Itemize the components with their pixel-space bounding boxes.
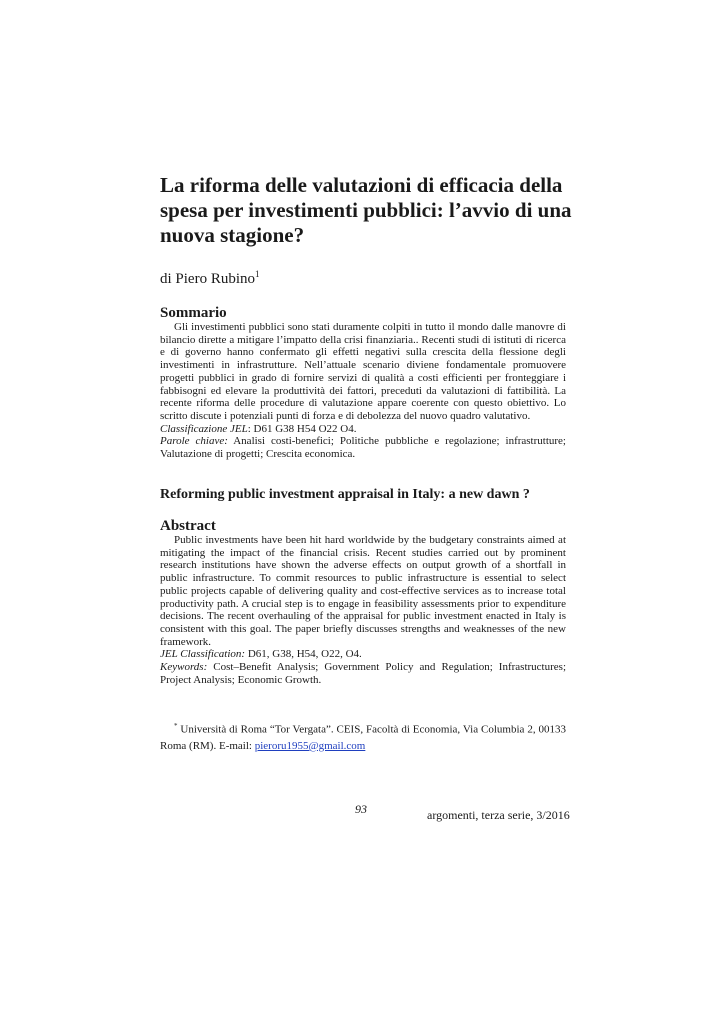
abstract-keywords xyxy=(160,661,566,686)
abstract-jel-value: D61, G38, H54, O22, O4. xyxy=(245,648,362,661)
sommario-heading: Sommario xyxy=(160,305,227,321)
author-name: di Piero Rubino xyxy=(160,271,256,287)
abstract-jel-label: JEL Classification: xyxy=(160,648,246,661)
footnote-text: Università di Roma “Tor Vergata”. CEIS, Facoltà di Economia, Via Columbia 2, 00133 Roma (RM). E-mail: xyxy=(160,723,566,752)
sommario-keywords-label: Parole chiave: xyxy=(160,435,228,448)
sommario-section xyxy=(160,321,566,461)
author-footnote-mark: 1 xyxy=(255,269,260,279)
sommario-jel-value: : D61 G38 H54 O22 O4. xyxy=(247,422,357,435)
journal-reference: argomenti, terza serie, 3/2016 xyxy=(427,808,570,822)
page-number: 93 xyxy=(355,802,367,816)
sommario-keywords xyxy=(160,435,566,460)
abstract-section xyxy=(160,534,566,686)
sommario-jel xyxy=(160,423,566,436)
footnote-mark: * xyxy=(174,722,178,730)
author-line xyxy=(160,269,260,288)
footnote xyxy=(160,718,566,754)
abstract-body: Public investments have been hit hard worldwide by the budgetary constraints aimed at mitigating the impact of the financial crisis. Recent studies carried out by prominent research institutions have shown the adverse effects on output growth of a shortfall in public infrastructure. To commit resources to public infrastructure is essential to select public projects capable of delivering quality and cost-effective services as to increase total productivity path. A crucial step is to engage in feasibility assessments prior to expenditure decisions. The recent overhauling of the appraisal for public investment enacted in Italy is consistent with this goal. The paper briefly discusses strengths and weaknesses of the new framework. xyxy=(160,534,566,648)
english-title: Reforming public investment appraisal in Italy: a new dawn ? xyxy=(160,487,530,502)
paper-title: La riforma delle valutazioni di efficacia della spesa per investimenti pubblici: l’avvio di una nuova stagione? xyxy=(160,173,572,247)
footnote-text-block xyxy=(160,718,566,754)
sommario-keywords-value: Analisi costi-benefici; Politiche pubbliche e regolazione; infrastrutture; Valutazione di progetti; Crescita economica. xyxy=(160,435,566,461)
sommario-body: Gli investimenti pubblici sono stati duramente colpiti in tutto il mondo dalle manovre di bilancio dirette a mitigare l’impatto della crisi finanziaria.. Recenti studi di istituti di ricerca e di governo hanno confermato gli effetti negativi sulla crescita della flessione degli investimenti in infrastrutture. Nell’attuale scenario diviene fondamentale promuovere progetti pubblici in grado di fornire servizi di qualità a costi efficienti per fronteggiare i fabbisogni ed elevare la produttività dei fattori, preceduti da valutazioni di fattibilità. La recente riforma delle procedure di valutazione appare coerente con questo obiettivo. Lo scritto discute i potenziali punti di forza e di debolezza del nuovo quadro valutativo. xyxy=(160,321,566,422)
email-link[interactable]: pieroru1955@gmail.com xyxy=(254,739,366,752)
sommario-jel-label: Classificazione JEL xyxy=(160,422,248,435)
abstract-keywords-value: Cost–Benefit Analysis; Government Policy and Regulation; Infrastructures; Project Analysis; Economic Growth. xyxy=(160,661,566,686)
abstract-keywords-label: Keywords: xyxy=(160,661,208,674)
abstract-heading: Abstract xyxy=(160,518,216,534)
abstract-jel xyxy=(160,648,566,661)
